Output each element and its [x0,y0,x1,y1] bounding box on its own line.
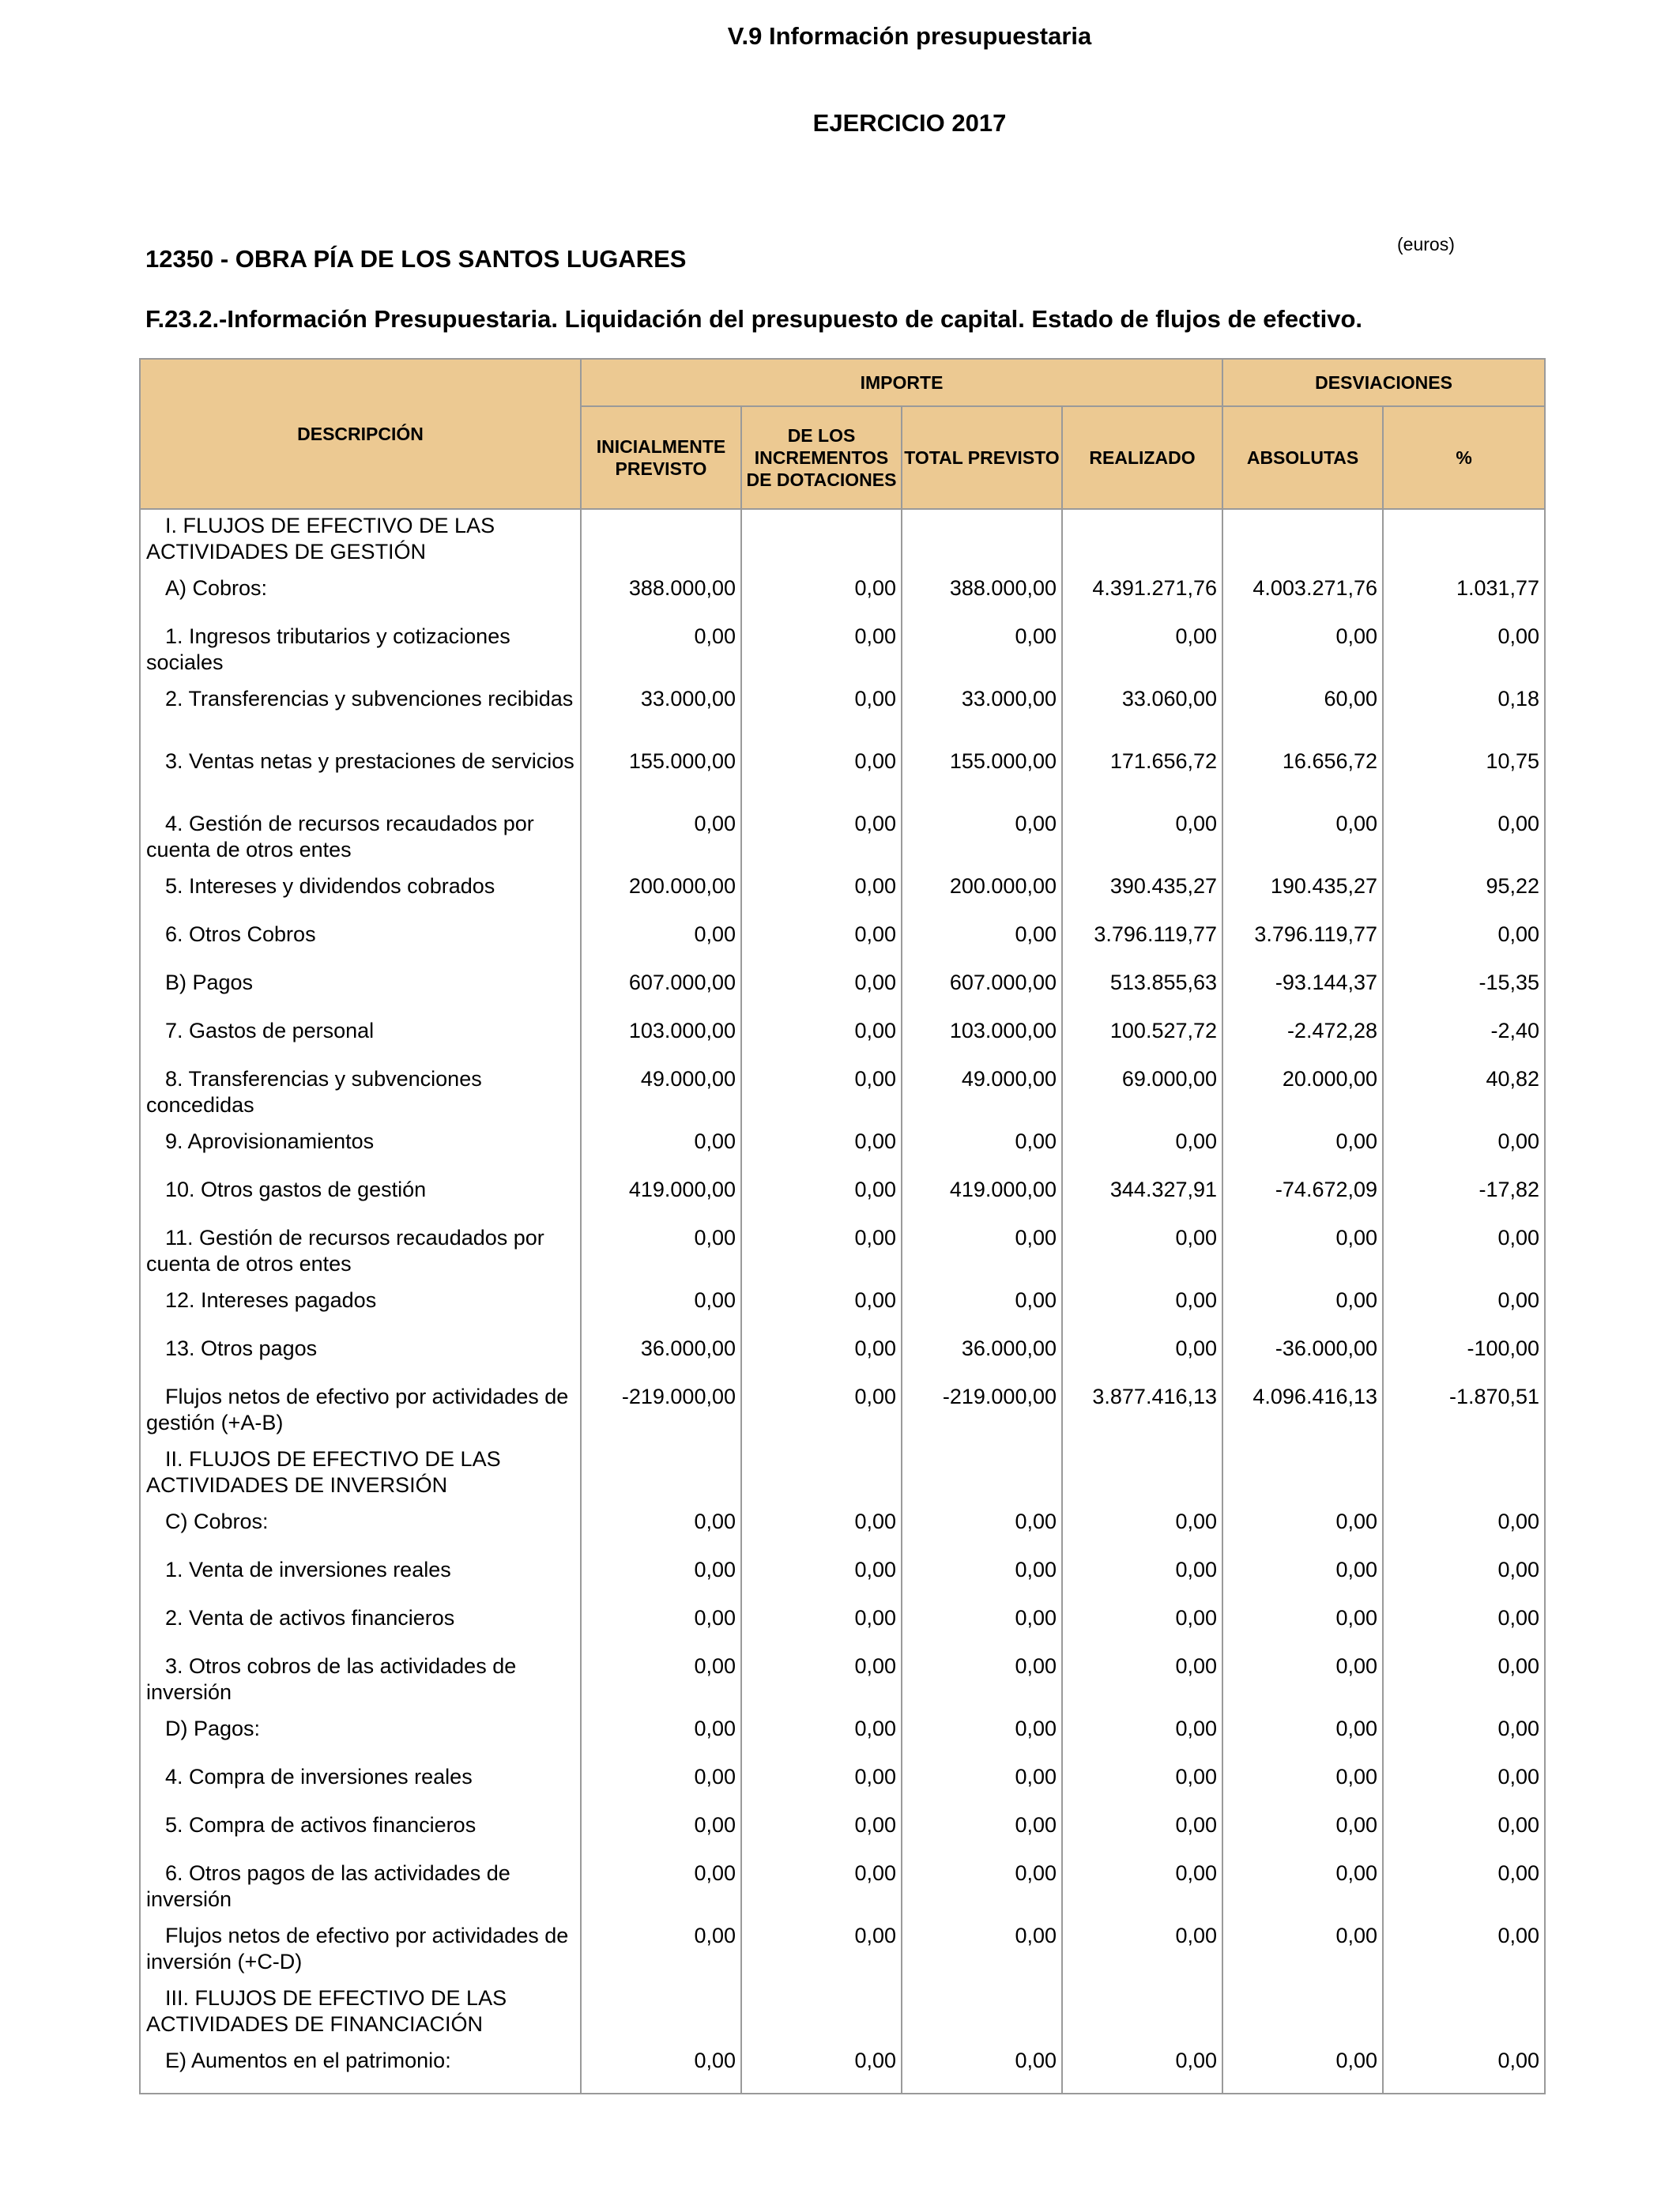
row-value: 40,82 [1383,1063,1545,1125]
row-description: 6. Otros pagos de las actividades de inversión [140,1857,581,1920]
row-value: 4.003.271,76 [1222,572,1383,620]
row-value [1062,509,1222,572]
row-value: 513.855,63 [1062,967,1222,1015]
table-row [140,572,1545,620]
row-value: 0,00 [902,1506,1062,1554]
row-description: 7. Gastos de personal [140,1015,581,1063]
row-value: 0,00 [1383,1713,1545,1761]
row-value: 0,00 [581,620,741,683]
row-value: 0,00 [581,1809,741,1857]
row-value: 0,00 [1383,1506,1545,1554]
row-description: 6. Otros Cobros [140,918,581,967]
row-value: 0,00 [1383,1857,1545,1920]
table-row [140,1857,1545,1920]
row-value: 0,00 [1222,1713,1383,1761]
row-value: 0,00 [1222,1602,1383,1650]
row-value: 0,00 [581,1222,741,1284]
table-row [140,1650,1545,1713]
row-value: 0,00 [1062,1284,1222,1333]
row-description: 1. Venta de inversiones reales [140,1554,581,1602]
row-description: A) Cobros: [140,572,581,620]
row-description: 8. Transferencias y subvenciones concedidas [140,1063,581,1125]
row-value: 0,00 [1222,1506,1383,1554]
row-value: 0,00 [741,620,902,683]
row-value: 0,00 [1062,1761,1222,1809]
row-value: 0,00 [902,620,1062,683]
row-value: 0,00 [741,1809,902,1857]
row-value: 0,00 [902,1650,1062,1713]
row-value: 0,00 [1383,1125,1545,1174]
table-row [140,620,1545,683]
table-row [140,1713,1545,1761]
row-value: 0,00 [902,1554,1062,1602]
row-value: 0,00 [902,1761,1062,1809]
row-value: 419.000,00 [902,1174,1062,1222]
report-title: F.23.2.-Información Presupuestaria. Liquidación del presupuesto de capital. Estado de flujos de efectivo. [145,305,1363,333]
row-description: II. FLUJOS DE EFECTIVO DE LAS ACTIVIDADES DE INVERSIÓN [140,1443,581,1506]
row-value: 0,00 [741,1125,902,1174]
currency-units: (euros) [1397,234,1455,254]
row-value: 200.000,00 [902,870,1062,918]
row-value: 0,00 [902,918,1062,967]
row-value: 0,00 [1062,1857,1222,1920]
row-value [1383,509,1545,572]
row-value: 0,00 [902,2045,1062,2094]
row-value [581,1443,741,1506]
row-value: 0,00 [581,918,741,967]
row-value: 0,00 [902,1920,1062,1982]
row-value: 607.000,00 [581,967,741,1015]
page-heading: V.9 Información presupuestaria [727,22,1092,50]
row-value: 0,00 [1222,808,1383,870]
row-value: 388.000,00 [902,572,1062,620]
table-row [140,918,1545,967]
row-value: -15,35 [1383,967,1545,1015]
row-value [1222,1443,1383,1506]
row-value: 0,00 [1383,1602,1545,1650]
row-value: 1.031,77 [1383,572,1545,620]
row-value: 0,00 [581,1506,741,1554]
row-value: 16.656,72 [1222,745,1383,808]
row-value [1383,1982,1545,2045]
row-value: 0,00 [581,1602,741,1650]
table-row [140,1506,1545,1554]
row-value: 0,00 [902,1857,1062,1920]
row-value: 95,22 [1383,870,1545,918]
table-row [140,683,1545,745]
table-row [140,967,1545,1015]
row-description: III. FLUJOS DE EFECTIVO DE LAS ACTIVIDADES DE FINANCIACIÓN [140,1982,581,2045]
row-value: 0,00 [741,808,902,870]
row-description: 12. Intereses pagados [140,1284,581,1333]
row-value: 0,00 [581,1761,741,1809]
header-description: DESCRIPCIÓN [140,359,581,509]
row-value: 155.000,00 [902,745,1062,808]
row-value [1222,1982,1383,2045]
header-absolutas: ABSOLUTAS [1222,406,1383,509]
row-value: 607.000,00 [902,967,1062,1015]
row-value: 0,00 [581,1554,741,1602]
row-description: Flujos netos de efectivo por actividades de gestión (+A-B) [140,1381,581,1443]
row-description: 3. Otros cobros de las actividades de inversión [140,1650,581,1713]
row-description: C) Cobros: [140,1506,581,1554]
row-value [1062,1443,1222,1506]
table-row [140,1015,1545,1063]
row-value: 0,00 [1062,808,1222,870]
header-inicialmente-previsto: INICIALMENTE PREVISTO [581,406,741,509]
row-value: 0,00 [581,1857,741,1920]
table-row [140,1284,1545,1333]
row-value: 0,00 [1222,1222,1383,1284]
row-value [581,509,741,572]
row-value: 0,00 [902,1125,1062,1174]
table-row [140,1174,1545,1222]
row-value: 0,00 [581,1713,741,1761]
row-value: 0,00 [1383,620,1545,683]
row-value: 0,00 [1222,1650,1383,1713]
row-value: 103.000,00 [581,1015,741,1063]
row-value: -219.000,00 [902,1381,1062,1443]
row-value: -1.870,51 [1383,1381,1545,1443]
row-value [1062,1982,1222,2045]
table-row [140,1920,1545,1982]
row-value: 155.000,00 [581,745,741,808]
row-description: 5. Intereses y dividendos cobrados [140,870,581,918]
row-value: 0,00 [1222,1761,1383,1809]
row-value: 0,00 [741,1015,902,1063]
row-value: 0,00 [741,1174,902,1222]
row-description: D) Pagos: [140,1713,581,1761]
row-value [741,1443,902,1506]
row-value: 0,00 [1062,620,1222,683]
row-value: 190.435,27 [1222,870,1383,918]
row-value: 33.000,00 [902,683,1062,745]
table-row [140,1554,1545,1602]
row-value: 0,00 [1222,1809,1383,1857]
table-row [140,1602,1545,1650]
row-value: 0,00 [741,2045,902,2094]
row-value: 0,00 [1062,1713,1222,1761]
row-description: 4. Compra de inversiones reales [140,1761,581,1809]
row-value: 33.060,00 [1062,683,1222,745]
row-value: 0,00 [741,1381,902,1443]
row-value: 200.000,00 [581,870,741,918]
row-value: 0,00 [741,1506,902,1554]
row-value: 0,00 [741,1650,902,1713]
row-value: 49.000,00 [581,1063,741,1125]
row-value: 3.796.119,77 [1062,918,1222,967]
row-value: 0,00 [902,1713,1062,1761]
header-incrementos-dotaciones: DE LOS INCREMENTOS DE DOTACIONES [741,406,902,509]
table-row [140,1809,1545,1857]
row-value: 0,00 [1383,1920,1545,1982]
row-value: 0,00 [581,808,741,870]
table-row [140,509,1545,572]
row-value: 0,00 [741,1063,902,1125]
row-value: 0,00 [1062,1650,1222,1713]
header-total-previsto: TOTAL PREVISTO [902,406,1062,509]
row-description: 9. Aprovisionamientos [140,1125,581,1174]
row-value: 0,00 [1383,1554,1545,1602]
row-description: I. FLUJOS DE EFECTIVO DE LAS ACTIVIDADES DE GESTIÓN [140,509,581,572]
row-value: 0,00 [902,808,1062,870]
row-value: 0,00 [1383,2045,1545,2094]
row-value: 4.391.271,76 [1062,572,1222,620]
entity-title: 12350 - OBRA PÍA DE LOS SANTOS LUGARES [145,245,687,273]
row-value: -93.144,37 [1222,967,1383,1015]
row-value: 171.656,72 [1062,745,1222,808]
table-row [140,2045,1545,2094]
row-value: 0,00 [902,1602,1062,1650]
row-value: 0,00 [741,918,902,967]
row-value: 0,00 [1383,1222,1545,1284]
row-value: -219.000,00 [581,1381,741,1443]
row-value: 0,00 [741,967,902,1015]
row-description: 10. Otros gastos de gestión [140,1174,581,1222]
row-value: 0,00 [1062,1125,1222,1174]
row-description: E) Aumentos en el patrimonio: [140,2045,581,2094]
row-value: 0,00 [1222,2045,1383,2094]
row-value: 36.000,00 [902,1333,1062,1381]
row-value: 0,00 [581,1125,741,1174]
table-body [140,509,1545,2094]
row-value: 36.000,00 [581,1333,741,1381]
table-row [140,1222,1545,1284]
header-percent: % [1383,406,1545,509]
row-value: 0,00 [902,1284,1062,1333]
row-value: 69.000,00 [1062,1063,1222,1125]
row-value: 0,00 [1062,1920,1222,1982]
row-value [902,1982,1062,2045]
row-value: 0,00 [1383,1650,1545,1713]
row-value: 0,00 [1062,1809,1222,1857]
row-value: 0,18 [1383,683,1545,745]
row-value: 49.000,00 [902,1063,1062,1125]
row-value: 0,00 [1383,1761,1545,1809]
table-row [140,745,1545,808]
row-description: B) Pagos [140,967,581,1015]
row-value: 33.000,00 [581,683,741,745]
row-value: 0,00 [902,1809,1062,1857]
exercise-year: EJERCICIO 2017 [812,109,1007,137]
row-value: 0,00 [581,2045,741,2094]
row-value: 0,00 [1062,1222,1222,1284]
row-value: -74.672,09 [1222,1174,1383,1222]
row-value: -2,40 [1383,1015,1545,1063]
row-value: 0,00 [1222,1554,1383,1602]
row-value: 0,00 [1383,808,1545,870]
row-value [581,1982,741,2045]
row-value: 0,00 [741,1761,902,1809]
table-row [140,1125,1545,1174]
row-value: 4.096.416,13 [1222,1381,1383,1443]
row-value: 0,00 [741,745,902,808]
table-row [140,1063,1545,1125]
row-description: 4. Gestión de recursos recaudados por cuenta de otros entes [140,808,581,870]
row-value: 20.000,00 [1222,1063,1383,1125]
header-desviaciones: DESVIACIONES [1222,359,1545,406]
row-value: 3.796.119,77 [1222,918,1383,967]
row-description: 11. Gestión de recursos recaudados por cuenta de otros entes [140,1222,581,1284]
table-row [140,808,1545,870]
row-value: 0,00 [581,1650,741,1713]
row-value: 0,00 [1062,1333,1222,1381]
row-value [1383,1443,1545,1506]
table-row [140,1982,1545,2045]
row-value: 0,00 [1383,1284,1545,1333]
row-description: 5. Compra de activos financieros [140,1809,581,1857]
row-value: 0,00 [1222,1125,1383,1174]
row-description: 2. Venta de activos financieros [140,1602,581,1650]
row-value: -100,00 [1383,1333,1545,1381]
header-realizado: REALIZADO [1062,406,1222,509]
row-value: 419.000,00 [581,1174,741,1222]
row-description: 3. Ventas netas y prestaciones de servicios [140,745,581,808]
row-value: 0,00 [581,1284,741,1333]
row-value: 0,00 [1062,2045,1222,2094]
row-value [741,509,902,572]
row-value: -2.472,28 [1222,1015,1383,1063]
row-value: 0,00 [741,683,902,745]
row-value: 0,00 [902,1222,1062,1284]
row-description: 2. Transferencias y subvenciones recibidas [140,683,581,745]
row-value [1222,509,1383,572]
row-value [902,509,1062,572]
row-value: 0,00 [1222,1857,1383,1920]
table-row [140,1761,1545,1809]
row-value: 0,00 [741,1713,902,1761]
row-value: 0,00 [1222,620,1383,683]
row-value: -17,82 [1383,1174,1545,1222]
row-value: 344.327,91 [1062,1174,1222,1222]
row-value: 0,00 [1062,1602,1222,1650]
row-value: 0,00 [1383,1809,1545,1857]
row-description: 1. Ingresos tributarios y cotizaciones sociales [140,620,581,683]
row-value: 60,00 [1222,683,1383,745]
row-value: 3.877.416,13 [1062,1381,1222,1443]
row-description: 13. Otros pagos [140,1333,581,1381]
table-row [140,1333,1545,1381]
row-value: 0,00 [741,870,902,918]
table-row [140,1443,1545,1506]
row-value: 0,00 [741,1554,902,1602]
cash-flow-table [139,358,1546,2094]
row-value [741,1982,902,2045]
row-value: 390.435,27 [1062,870,1222,918]
row-value: 0,00 [741,1333,902,1381]
row-value: 0,00 [741,1602,902,1650]
row-value: 10,75 [1383,745,1545,808]
row-value: 0,00 [741,1222,902,1284]
row-value: 0,00 [581,1920,741,1982]
row-value: 0,00 [1222,1284,1383,1333]
row-value: 0,00 [741,1857,902,1920]
row-value: 0,00 [741,572,902,620]
table-row [140,870,1545,918]
row-value: 0,00 [1062,1554,1222,1602]
row-value: 0,00 [741,1284,902,1333]
row-value: 0,00 [741,1920,902,1982]
table-row [140,1381,1545,1443]
row-value: 0,00 [1222,1920,1383,1982]
row-value: 0,00 [1062,1506,1222,1554]
row-description: Flujos netos de efectivo por actividades de inversión (+C-D) [140,1920,581,1982]
row-value: -36.000,00 [1222,1333,1383,1381]
row-value: 103.000,00 [902,1015,1062,1063]
row-value: 0,00 [1383,918,1545,967]
header-importe: IMPORTE [581,359,1222,406]
row-value [902,1443,1062,1506]
row-value: 100.527,72 [1062,1015,1222,1063]
row-value: 388.000,00 [581,572,741,620]
